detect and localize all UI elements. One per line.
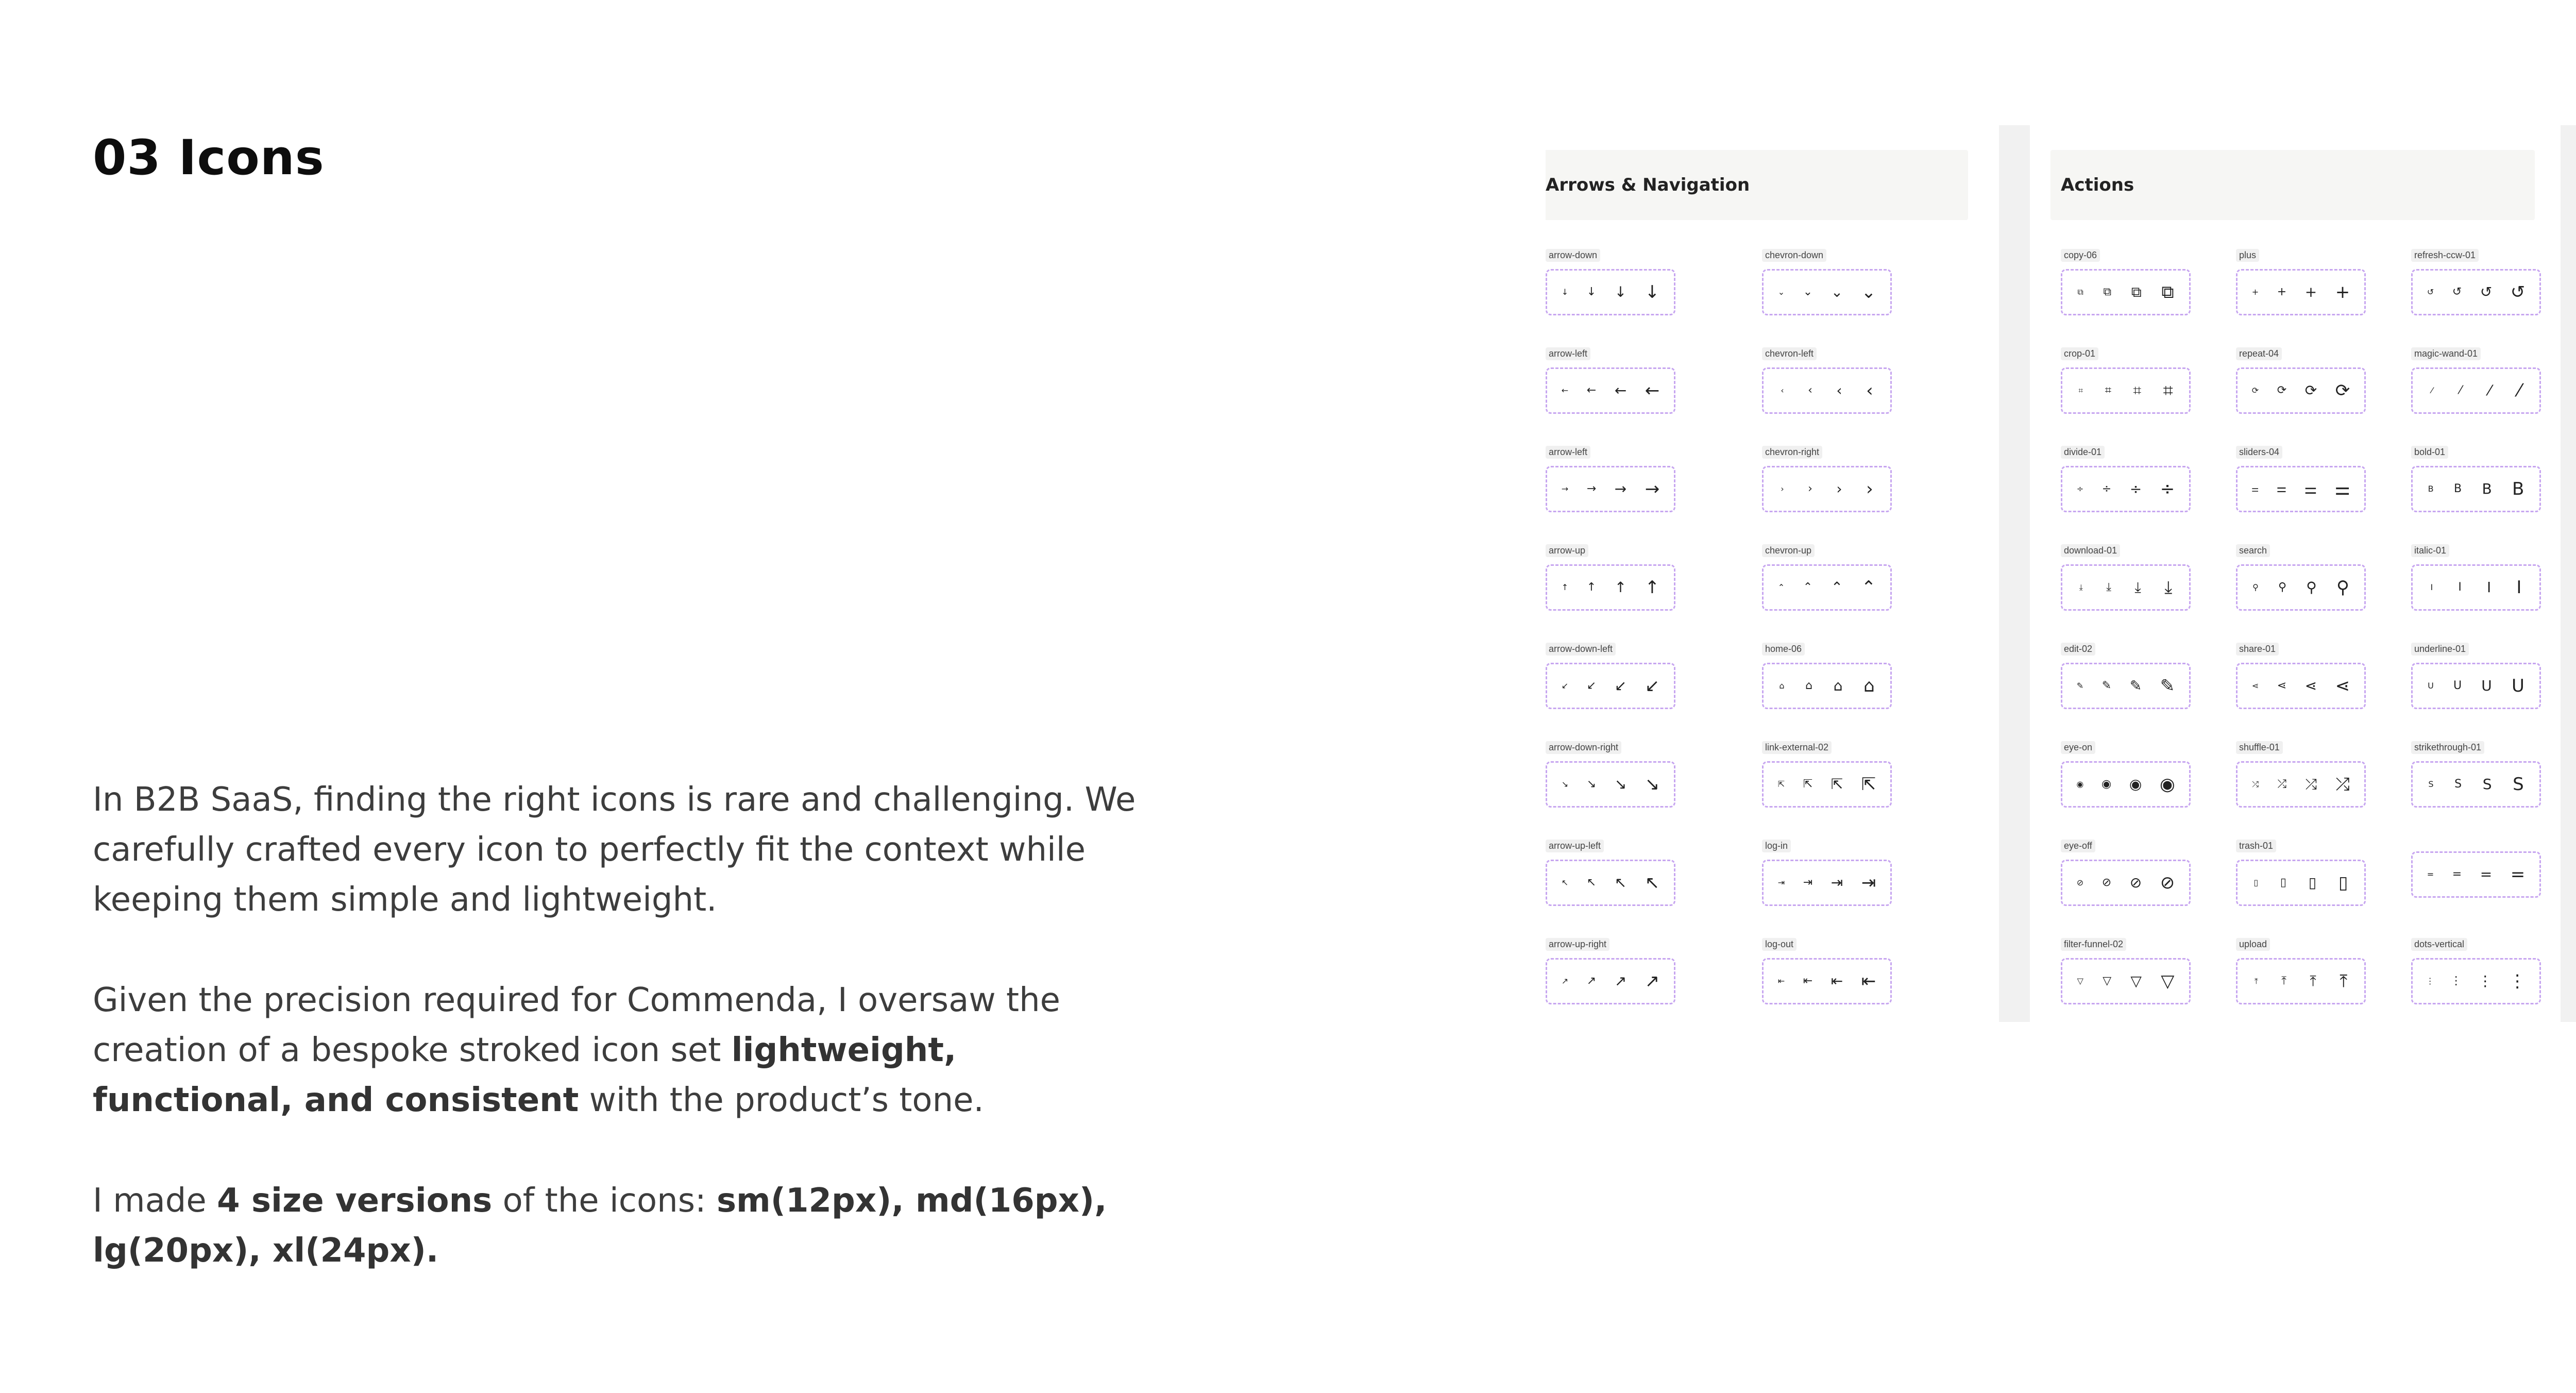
- chevron-left-icon: ‹: [1866, 380, 1873, 401]
- icon-size-variants: [2061, 269, 2191, 315]
- icon-size-variants: [2411, 564, 2541, 611]
- panel-divider: [1999, 125, 2030, 1022]
- icon-name-label: arrow-up-right: [1546, 938, 1609, 951]
- search-icon: ⚲: [2278, 581, 2287, 594]
- icon-sheet-preview: [1546, 125, 2576, 1022]
- upload-icon: ⤒: [2254, 976, 2258, 986]
- icon-name-label: home-06: [1762, 643, 1805, 656]
- icon-cell: [1762, 643, 1892, 709]
- icon-cell: [1546, 347, 1675, 414]
- arrow-down-right-icon: ↘: [1561, 779, 1569, 789]
- icon-name-label: refresh-ccw-01: [2411, 249, 2479, 262]
- icon-cell: [2411, 643, 2541, 709]
- icon-name-label: log-out: [1762, 938, 1797, 951]
- download-icon: ⤓: [2106, 581, 2111, 594]
- arrow-down-icon: ↓: [1645, 282, 1660, 303]
- icon-size-variants: [2411, 466, 2541, 512]
- icon-name-label: plus: [2236, 249, 2259, 262]
- underline-icon: U: [2511, 676, 2524, 696]
- icon-cell: [2236, 249, 2366, 315]
- icon-cell: [2061, 938, 2191, 1004]
- icon-name-label: dots-vertical: [2411, 938, 2467, 951]
- icon-size-variants: [2061, 564, 2191, 611]
- icon-size-variants: [2411, 269, 2541, 315]
- icon-name-label: chevron-down: [1762, 249, 1826, 262]
- refresh-ccw-icon: ↺: [2510, 282, 2526, 303]
- icon-name-label: trash-01: [2236, 840, 2276, 852]
- icon-cell: [1546, 741, 1675, 808]
- filter-funnel-icon: ▽: [2161, 971, 2175, 992]
- icon-size-variants: [1762, 761, 1892, 808]
- equal-icon: =: [2480, 866, 2493, 883]
- icon-name-label: sliders-04: [2236, 446, 2282, 459]
- icon-name-label: chevron-up: [1762, 544, 1815, 557]
- download-icon: ⤓: [2164, 577, 2173, 598]
- arrow-down-icon: ↓: [1586, 286, 1597, 298]
- edit-icon: ✎: [2076, 681, 2084, 691]
- arrow-left-icon: ←: [1586, 384, 1597, 397]
- sliders-icon: ⚌: [2304, 480, 2317, 497]
- download-icon: ⤓: [2079, 582, 2083, 592]
- bold-icon: B: [2454, 482, 2462, 495]
- icon-size-variants: [2236, 761, 2366, 808]
- divide-icon: ÷: [2076, 484, 2084, 494]
- icon-cell: [2236, 938, 2366, 1004]
- icon-cell: [2061, 643, 2191, 709]
- chevron-right-icon: ›: [1781, 484, 1784, 494]
- icon-size-variants: [2236, 367, 2366, 414]
- icon-name-label: crop-01: [2061, 347, 2098, 360]
- icon-cell: [2236, 544, 2366, 611]
- intro-paragraph: In B2B SaaS, finding the right icons is rare and challenging. We carefully crafted every icon to perfectly fit the context while keeping them simple and lightweight.: [93, 781, 1136, 919]
- icon-cell: [2061, 446, 2191, 512]
- icon-cell: [1762, 544, 1892, 611]
- icon-name-label: chevron-left: [1762, 347, 1817, 360]
- icon-name-label: arrow-down: [1546, 249, 1600, 262]
- icon-cell: [2061, 741, 2191, 808]
- eye-off-icon: ⊘: [2129, 874, 2142, 891]
- icon-size-variants: [2061, 958, 2191, 1004]
- repeat-icon: ⟳: [2335, 380, 2350, 401]
- icon-cell: [2411, 446, 2541, 512]
- chevron-left-icon: ‹: [1781, 385, 1784, 395]
- filter-funnel-icon: ▽: [2103, 975, 2112, 987]
- icon-name-label: underline-01: [2411, 643, 2469, 656]
- plus-icon: +: [2304, 283, 2317, 300]
- icon-cell: [1762, 840, 1892, 906]
- eye-off-icon: ⊘: [2102, 876, 2112, 889]
- icon-name-label: share-01: [2236, 643, 2279, 656]
- icon-name-label: log-in: [1762, 840, 1791, 852]
- crop-icon: ⌗: [2133, 382, 2142, 399]
- sliders-icon: ⚌: [2276, 482, 2287, 495]
- icon-size-variants: [2411, 367, 2541, 414]
- icon-panel: [2050, 125, 2535, 1022]
- home-icon: ⌂: [1779, 681, 1785, 691]
- log-out-icon: ⇤: [1831, 972, 1843, 989]
- icon-cell: [2236, 840, 2366, 906]
- sizes-paragraph: [93, 1176, 1164, 1276]
- arrow-up-right-icon: ↗: [1614, 972, 1627, 989]
- chevron-down-icon: ⌄: [1861, 282, 1876, 303]
- arrow-up-left-icon: ↖: [1586, 876, 1597, 889]
- icon-name-label: arrow-up: [1546, 544, 1588, 557]
- home-icon: ⌂: [1833, 677, 1843, 694]
- chevron-left-icon: ‹: [1808, 384, 1812, 397]
- crop-icon: ⌗: [2163, 380, 2173, 401]
- icon-size-variants: [2236, 860, 2366, 906]
- share-icon: ⋖: [2277, 679, 2287, 692]
- shuffle-icon: ⤮: [2335, 774, 2350, 795]
- icon-name-label: copy-06: [2061, 249, 2100, 262]
- trash-icon: ▯: [2280, 876, 2287, 889]
- icon-size-variants: [2236, 663, 2366, 709]
- arrow-up-left-icon: ↖: [1614, 874, 1627, 891]
- arrow-right-icon: →: [1645, 479, 1660, 499]
- panel-header: [2050, 150, 2535, 220]
- dots-vertical-icon: ⋮: [2426, 976, 2434, 986]
- divide-icon: ÷: [2160, 479, 2175, 499]
- icon-name-label: arrow-up-left: [1546, 840, 1604, 852]
- link-external-icon: ⇱: [1861, 774, 1876, 795]
- eye-off-icon: ⊘: [2160, 872, 2175, 893]
- underline-icon: U: [2481, 677, 2492, 694]
- icon-cell: [1546, 643, 1675, 709]
- italic-icon: I: [2486, 579, 2492, 596]
- icon-size-variants: [1762, 663, 1892, 709]
- icon-name-label: shuffle-01: [2236, 741, 2283, 754]
- eye-icon: ◉: [2159, 774, 2175, 795]
- search-icon: ⚲: [2306, 579, 2317, 596]
- refresh-ccw-icon: ↺: [2427, 287, 2434, 297]
- p2-emphasis: lightweight, functional, and consistent: [93, 1031, 957, 1119]
- icon-name-label: arrow-down-right: [1546, 741, 1621, 754]
- icon-size-variants: [2236, 564, 2366, 611]
- arrow-down-left-icon: ↙: [1614, 677, 1627, 694]
- icon-name-label: eye-on: [2061, 741, 2095, 754]
- p2-text-a: Given the precision required for Commenda, I oversaw the creation of a bespoke stroked icon set: [93, 981, 1061, 1069]
- icon-size-variants: [1546, 761, 1675, 808]
- icon-cell: [2061, 347, 2191, 414]
- icon-cell: [1546, 938, 1675, 1004]
- dots-vertical-icon: ⋮: [2509, 971, 2527, 992]
- link-external-icon: ⇱: [1803, 778, 1813, 791]
- icon-name-label: repeat-04: [2236, 347, 2282, 360]
- bold-icon: B: [2482, 480, 2492, 497]
- icon-size-variants: [2411, 663, 2541, 709]
- icon-cell: [1546, 249, 1675, 315]
- trash-icon: ▯: [2338, 872, 2348, 893]
- log-in-icon: ⇥: [1831, 874, 1843, 891]
- home-icon: ⌂: [1805, 679, 1813, 692]
- crop-icon: ⌗: [2105, 384, 2112, 397]
- icon-cell: [2411, 741, 2541, 808]
- strikethrough-icon: S: [2482, 776, 2492, 793]
- plus-icon: +: [2251, 287, 2259, 297]
- icon-size-variants: [2236, 958, 2366, 1004]
- copy-icon: ⧉: [2161, 282, 2174, 303]
- sliders-icon: ⚌: [2334, 479, 2350, 499]
- repeat-icon: ⟳: [2251, 385, 2259, 395]
- share-icon: ⋖: [2304, 677, 2317, 694]
- underline-icon: U: [2428, 681, 2434, 691]
- icon-size-variants: [1762, 367, 1892, 414]
- trash-icon: ▯: [2308, 874, 2317, 891]
- repeat-icon: ⟳: [2277, 384, 2287, 397]
- p3-text-a: I made: [93, 1182, 217, 1220]
- icon-name-label: filter-funnel-02: [2061, 938, 2126, 951]
- icon-name-label: arrow-left: [1546, 347, 1590, 360]
- arrow-left-icon: ←: [1645, 380, 1660, 401]
- panel-divider: [2561, 125, 2576, 1022]
- strikethrough-icon: S: [2513, 774, 2524, 795]
- icon-name-label: arrow-left: [1546, 446, 1590, 459]
- icon-size-variants: [1546, 663, 1675, 709]
- chevron-up-icon: ⌃: [1861, 577, 1876, 598]
- chevron-down-icon: ⌄: [1803, 286, 1813, 298]
- arrow-up-left-icon: ↖: [1645, 872, 1660, 893]
- log-in-icon: ⇥: [1803, 876, 1813, 889]
- bold-icon: B: [2428, 484, 2434, 494]
- chevron-right-icon: ›: [1866, 479, 1873, 499]
- icon-cell: [2411, 249, 2541, 315]
- icon-name-label: edit-02: [2061, 643, 2095, 656]
- arrow-up-right-icon: ↗: [1561, 976, 1569, 986]
- icon-cell: [2061, 840, 2191, 906]
- icon-name-label: magic-wand-01: [2411, 347, 2481, 360]
- magic-wand-icon: ⁄: [2460, 384, 2462, 397]
- chevron-down-icon: ⌄: [1777, 287, 1785, 297]
- icon-size-variants: [2411, 761, 2541, 808]
- icon-size-variants: [1546, 564, 1675, 611]
- equal-icon: =: [2427, 869, 2434, 879]
- arrow-down-icon: ↓: [1561, 287, 1569, 297]
- icon-size-variants: [2061, 761, 2191, 808]
- icon-size-variants: [2061, 663, 2191, 709]
- eye-icon: ◉: [2129, 776, 2142, 793]
- arrow-up-icon: ↑: [1614, 579, 1627, 596]
- precision-paragraph: [93, 976, 1164, 1126]
- home-icon: ⌂: [1863, 676, 1875, 696]
- arrow-left-icon: ←: [1614, 382, 1627, 399]
- magic-wand-icon: ⁄: [2431, 385, 2433, 395]
- refresh-ccw-icon: ↺: [2480, 283, 2493, 300]
- share-icon: ⋖: [2251, 681, 2259, 691]
- eye-off-icon: ⊘: [2076, 878, 2084, 887]
- arrow-up-right-icon: ↗: [1586, 975, 1597, 987]
- icon-cell: [1762, 446, 1892, 512]
- log-in-icon: ⇥: [1861, 872, 1876, 893]
- strikethrough-icon: S: [2428, 779, 2434, 789]
- section-title: 03 Icons: [93, 130, 325, 186]
- icon-panel: [1546, 125, 1968, 1022]
- icon-cell: [1546, 446, 1675, 512]
- italic-icon: I: [2458, 581, 2462, 594]
- copy-icon: ⧉: [2131, 283, 2142, 300]
- trash-icon: ▯: [2253, 878, 2259, 887]
- shuffle-icon: ⤮: [2305, 776, 2317, 793]
- divide-icon: ÷: [2129, 480, 2142, 497]
- copy-icon: ⧉: [2103, 286, 2112, 298]
- sliders-icon: ⚌: [2251, 484, 2259, 494]
- eye-icon: ◉: [2101, 778, 2112, 791]
- plus-icon: +: [2277, 286, 2287, 298]
- icon-size-variants: [2061, 860, 2191, 906]
- arrow-right-icon: →: [1614, 480, 1627, 497]
- upload-icon: ⤒: [2281, 975, 2286, 987]
- equal-icon: =: [2510, 864, 2526, 885]
- log-out-icon: ⇤: [1777, 976, 1785, 986]
- icon-size-variants: [1546, 269, 1675, 315]
- icon-size-variants: [1546, 860, 1675, 906]
- icon-size-variants: [2236, 466, 2366, 512]
- icon-size-variants: [2061, 466, 2191, 512]
- icon-cell: [2061, 249, 2191, 315]
- copy-icon: ⧉: [2077, 287, 2083, 297]
- icon-cell: [2061, 544, 2191, 611]
- edit-icon: ✎: [2102, 679, 2112, 692]
- arrow-up-icon: ↑: [1645, 577, 1660, 598]
- icon-size-variants: [2061, 367, 2191, 414]
- edit-icon: ✎: [2160, 676, 2175, 696]
- icon-cell: [1762, 347, 1892, 414]
- italic-icon: I: [2430, 582, 2433, 592]
- p2-text-c: with the product’s tone.: [579, 1081, 984, 1119]
- icon-name-label: link-external-02: [1762, 741, 1832, 754]
- strikethrough-icon: S: [2454, 778, 2462, 791]
- chevron-up-icon: ⌃: [1777, 582, 1785, 592]
- panel-title: Actions: [2061, 175, 2134, 195]
- log-in-icon: ⇥: [1777, 878, 1785, 887]
- icon-size-variants: [2236, 269, 2366, 315]
- link-external-icon: ⇱: [1831, 776, 1843, 793]
- icon-size-variants: [1546, 466, 1675, 512]
- eye-icon: ◉: [2076, 779, 2084, 789]
- panel-title: Arrows & Navigation: [1546, 175, 1750, 195]
- icon-size-variants: [2411, 958, 2541, 1004]
- arrow-down-right-icon: ↘: [1614, 776, 1627, 793]
- chevron-up-icon: ⌃: [1831, 579, 1843, 596]
- crop-icon: ⌗: [2078, 385, 2083, 395]
- dots-vertical-icon: ⋮: [2478, 972, 2493, 989]
- arrow-left-icon: ←: [1561, 385, 1569, 395]
- icon-size-variants: [1762, 860, 1892, 906]
- icon-cell: [2236, 741, 2366, 808]
- arrow-up-right-icon: ↗: [1645, 971, 1660, 992]
- search-icon: ⚲: [2336, 577, 2349, 598]
- italic-icon: I: [2516, 577, 2522, 598]
- icon-cell: [2411, 347, 2541, 414]
- icon-name-label: chevron-right: [1762, 446, 1822, 459]
- repeat-icon: ⟳: [2304, 382, 2317, 399]
- icon-name-label: eye-off: [2061, 840, 2095, 852]
- share-icon: ⋖: [2335, 676, 2350, 696]
- icon-size-variants: [1762, 564, 1892, 611]
- icon-name-label: download-01: [2061, 544, 2120, 557]
- arrow-right-icon: →: [1586, 482, 1597, 495]
- arrow-down-left-icon: ↙: [1645, 676, 1660, 696]
- icon-cell: [2236, 446, 2366, 512]
- arrow-down-right-icon: ↘: [1645, 774, 1660, 795]
- icon-name-label: arrow-down-left: [1546, 643, 1616, 656]
- icon-name-label: strikethrough-01: [2411, 741, 2484, 754]
- equal-icon: =: [2452, 868, 2462, 881]
- arrow-right-icon: →: [1561, 484, 1569, 494]
- log-out-icon: ⇤: [1861, 971, 1876, 992]
- shuffle-icon: ⤮: [2277, 778, 2287, 791]
- underline-icon: U: [2453, 679, 2462, 692]
- icon-cell: [1762, 249, 1892, 315]
- dots-vertical-icon: ⋮: [2450, 975, 2462, 987]
- icon-name-label: divide-01: [2061, 446, 2105, 459]
- link-external-icon: ⇱: [1777, 779, 1785, 789]
- icon-cell: [1546, 544, 1675, 611]
- icon-size-variants: [2411, 851, 2541, 898]
- p3-text-c: of the icons:: [492, 1182, 717, 1220]
- icon-name-label: upload: [2236, 938, 2270, 951]
- icon-cell: [2236, 643, 2366, 709]
- icon-size-variants: [1762, 466, 1892, 512]
- arrow-down-left-icon: ↙: [1561, 681, 1569, 691]
- icon-cell: [2411, 938, 2541, 1004]
- log-out-icon: ⇤: [1803, 975, 1813, 987]
- chevron-right-icon: ›: [1808, 482, 1812, 495]
- download-icon: ⤓: [2134, 579, 2141, 596]
- icon-size-variants: [1546, 958, 1675, 1004]
- upload-icon: ⤒: [2340, 971, 2348, 992]
- arrow-down-left-icon: ↙: [1586, 679, 1597, 692]
- magic-wand-icon: ⁄: [2518, 380, 2521, 401]
- filter-funnel-icon: ▽: [2130, 972, 2142, 989]
- p3-emphasis-sizes: 4 size versions: [217, 1182, 493, 1220]
- refresh-ccw-icon: ↺: [2452, 286, 2462, 298]
- icon-cell: [1762, 938, 1892, 1004]
- shuffle-icon: ⤮: [2252, 779, 2259, 789]
- icon-size-variants: [1762, 269, 1892, 315]
- chevron-up-icon: ⌃: [1803, 581, 1813, 594]
- icon-cell: [2411, 840, 2541, 898]
- icon-name-label: italic-01: [2411, 544, 2449, 557]
- magic-wand-icon: ⁄: [2488, 382, 2491, 399]
- arrow-up-icon: ↑: [1561, 582, 1569, 592]
- icon-cell: [1762, 741, 1892, 808]
- icon-name-label: bold-01: [2411, 446, 2448, 459]
- chevron-left-icon: ‹: [1836, 382, 1842, 399]
- arrow-down-icon: ↓: [1614, 283, 1627, 300]
- chevron-down-icon: ⌄: [1831, 283, 1843, 300]
- arrow-up-left-icon: ↖: [1561, 878, 1569, 887]
- p3-emphasis-values: sm(12px), md(16px), lg(20px), xl(24px).: [93, 1182, 1107, 1270]
- divide-icon: ÷: [2102, 482, 2112, 495]
- icon-cell: [1546, 840, 1675, 906]
- chevron-right-icon: ›: [1836, 480, 1842, 497]
- icon-cell: [2236, 347, 2366, 414]
- search-icon: ⚲: [2252, 582, 2259, 592]
- bold-icon: B: [2512, 479, 2524, 499]
- icon-name-label: search: [2236, 544, 2270, 557]
- arrow-up-icon: ↑: [1586, 581, 1597, 594]
- upload-icon: ⤒: [2310, 972, 2316, 989]
- icon-cell: [2411, 544, 2541, 611]
- edit-icon: ✎: [2129, 677, 2142, 694]
- panel-header: [1546, 150, 1968, 220]
- filter-funnel-icon: ▽: [2077, 976, 2083, 986]
- plus-icon: +: [2335, 282, 2350, 303]
- icon-size-variants: [1546, 367, 1675, 414]
- icon-size-variants: [1762, 958, 1892, 1004]
- arrow-down-right-icon: ↘: [1586, 778, 1597, 791]
